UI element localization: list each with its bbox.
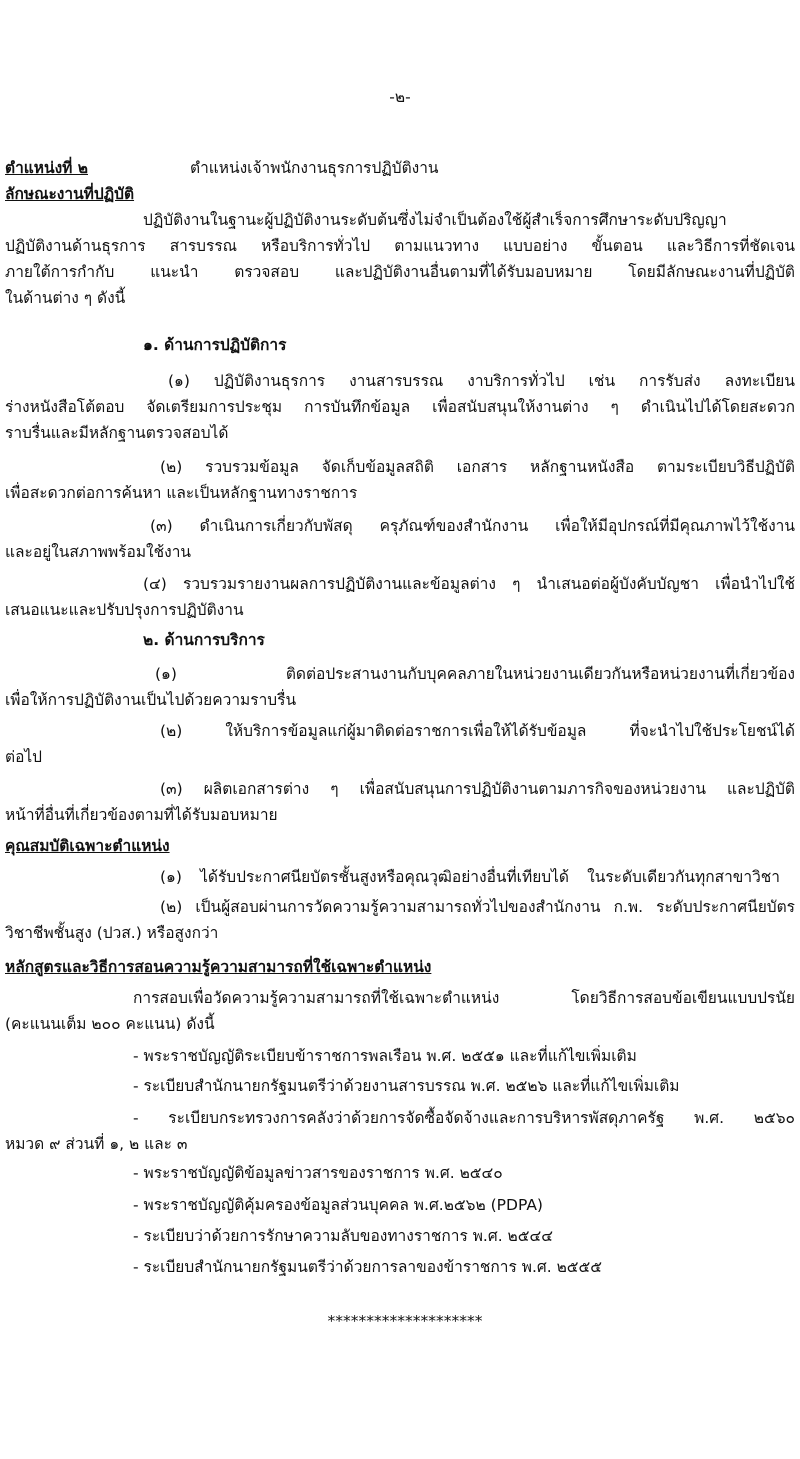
position-title: ตำแหน่งเจ้าพนักงานธุรการปฏิบัติงาน [190,159,439,177]
operations-item-cont: ร่างหนังสือโต้ตอบ จัดเตรียมการประชุม การบันทึกข้อมูล เพื่อสนับสนุนให้งานต่าง ๆ ดำเนินไปได้โดยสะดวก [5,398,795,416]
exam-law-item: - พระราชบัญญัติคุ้มครองข้อมูลส่วนบุคคล พ.ศ.๒๕๖๒ (PDPA) [133,1196,543,1214]
exam-law-item: - ระเบียบสำนักนายกรัฐมนตรีว่าด้วยงานสารบรรณ พ.ศ. ๒๕๒๖ และที่แก้ไขเพิ่มเติม [133,1077,680,1095]
exam-law-item: - พระราชบัญญัติข้อมูลข่าวสารของราชการ พ.ศ. ๒๕๔๐ [133,1164,503,1182]
duties-intro-line: ในด้านต่าง ๆ ดังนี้ [5,289,126,307]
qualification-item-cont: วิชาชีพชั้นสูง (ปวส.) หรือสูงกว่า [5,924,219,942]
services-item: (๑) ติดต่อประสานงานกับบุคคลภายในหน่วยงานเดียวกันหรือหน่วยงานที่เกี่ยวข้อง [155,665,795,683]
duties-intro-line: ปฏิบัติงานในฐานะผู้ปฏิบัติงานระดับต้นซึ่งไม่จำเป็นต้องใช้ผู้สำเร็จการศึกษาระดับปริญญา [143,211,727,229]
operations-item-cont: ราบรื่นและมีหลักฐานตรวจสอบได้ [5,424,229,442]
exam-law-item-cont: หมวด ๙ ส่วนที่ ๑, ๒ และ ๓ [5,1135,188,1153]
qualification-item: (๒) เป็นผู้สอบผ่านการวัดความรู้ความสามารถทั่วไปของสำนักงาน ก.พ. ระดับประกาศนียบัตร [160,898,795,916]
services-item-cont: เพื่อให้การปฏิบัติงานเป็นไปด้วยความราบรื่น [5,691,297,709]
operations-item: (๒) รวบรวมข้อมูล จัดเก็บข้อมูลสถิติ เอกสาร หลักฐานหนังสือ ตามระเบียบวิธีปฏิบัติ [160,458,795,476]
section-operations-title: ๑. ด้านการปฏิบัติการ [143,336,287,354]
end-mark: ******************** [327,1312,483,1330]
exam-intro-line: การสอบเพื่อวัดความรู้ความสามารถที่ใช้เฉพาะตำแหน่ง โดยวิธีการสอบข้อเขียนแบบปรนัย [133,989,795,1007]
exam-law-item: - ระเบียบว่าด้วยการรักษาความลับของทางราชการ พ.ศ. ๒๕๔๔ [133,1227,553,1245]
duties-intro-line: ปฏิบัติงานด้านธุรการ สารบรรณ หรือบริการทั่วไป ตามแนวทาง แบบอย่าง ขั้นตอน และวิธีการที่ชัดเจน [5,237,795,255]
services-item: (๒) ให้บริการข้อมูลแก่ผู้มาติดต่อราชการเพื่อให้ได้รับข้อมูล ที่จะนำไปใช้ประโยชน์ได้ [160,722,795,740]
qualification-item: (๑) ได้รับประกาศนียบัตรชั้นสูงหรือคุณวุฒิอย่างอื่นที่เทียบได้ ในระดับเดียวกันทุกสาขาวิชา [160,868,780,886]
page-number: -๒- [389,88,411,106]
operations-item: (๓) ดำเนินการเกี่ยวกับพัสดุ ครุภัณฑ์ของสำนักงาน เพื่อให้มีอุปกรณ์ที่มีคุณภาพไว้ใช้งาน [150,517,795,535]
qualifications-heading: คุณสมบัติเฉพาะตำแหน่ง [5,837,170,855]
operations-item: (๔) รวบรวมรายงานผลการปฏิบัติงานและข้อมูลต่าง ๆ นำเสนอต่อผู้บังคับบัญชา เพื่อนำไปใช้ [143,575,795,593]
exam-heading: หลักสูตรและวิธีการสอนความรู้ความสามารถที่ใช้เฉพาะตำแหน่ง [5,958,432,976]
operations-item-cont: และอยู่ในสภาพพร้อมใช้งาน [5,543,191,561]
services-item: (๓) ผลิตเอกสารต่าง ๆ เพื่อสนับสนุนการปฏิบัติงานตามภารกิจของหน่วยงาน และปฏิบัติ [160,780,795,798]
exam-intro-line: (คะแนนเต็ม ๒๐๐ คะแนน) ดังนี้ [5,1015,215,1033]
position-label: ตำแหน่งที่ ๒ [5,159,88,177]
operations-item: (๑) ปฏิบัติงานธุรการ งานสารบรรณ งาบริการทั่วไป เช่น การรับส่ง ลงทะเบียน [168,372,795,390]
exam-law-item: - ระเบียบกระทรวงการคลังว่าด้วยการจัดซื้อจัดจ้างและการบริหารพัสดุภาครัฐ พ.ศ. ๒๕๖๐ [133,1109,795,1127]
exam-law-item: - พระราชบัญญัติระเบียบข้าราชการพลเรือน พ.ศ. ๒๕๕๑ และที่แก้ไขเพิ่มเติม [133,1047,637,1065]
exam-law-item: - ระเบียบสำนักนายกรัฐมนตรีว่าด้วยการลาของข้าราชการ พ.ศ. ๒๕๕๕ [133,1258,603,1276]
duties-heading: ลักษณะงานที่ปฏิบัติ [5,185,135,203]
operations-item-cont: เพื่อสะดวกต่อการค้นหา และเป็นหลักฐานทางราชการ [5,484,358,502]
operations-item-cont: เสนอแนะและปรับปรุงการปฏิบัติงาน [5,601,244,619]
services-item-cont: ต่อไป [5,748,43,766]
section-services-title: ๒. ด้านการบริการ [143,631,265,649]
services-item-cont: หน้าที่อื่นที่เกี่ยวข้องตามที่ได้รับมอบหมาย [5,806,278,824]
duties-intro-line: ภายใต้การกำกับ แนะนำ ตรวจสอบ และปฏิบัติงานอื่นตามที่ได้รับมอบหมาย โดยมีลักษณะงานที่ปฏิบัติ [5,263,795,281]
